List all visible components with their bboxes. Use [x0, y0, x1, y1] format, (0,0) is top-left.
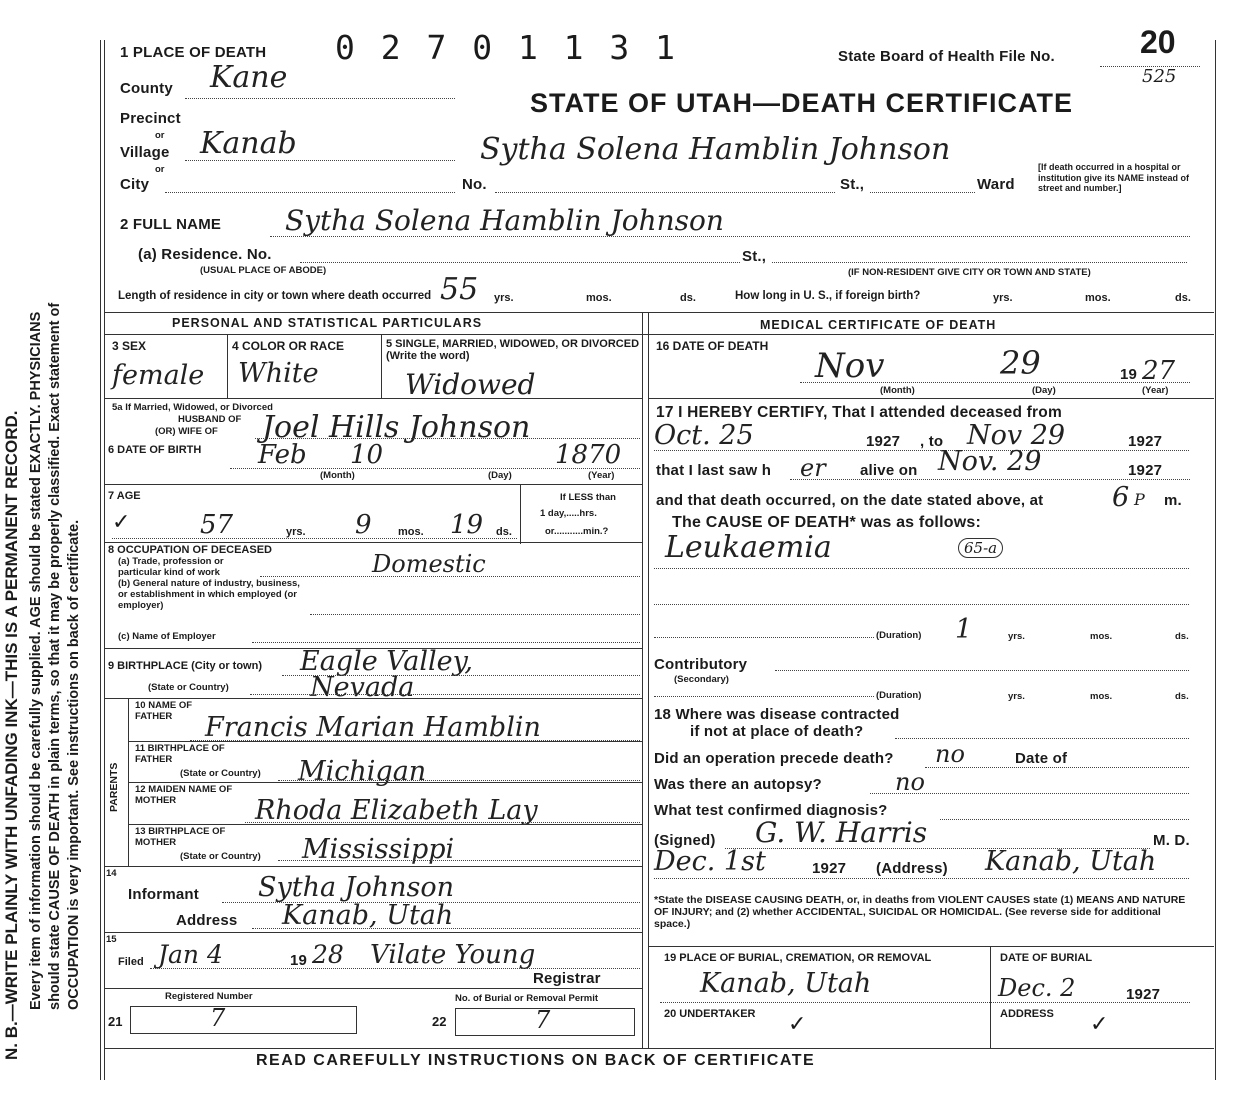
dob-line [230, 468, 640, 469]
informant-address-line [252, 928, 640, 929]
occupation-label: 8 OCCUPATION OF DECEASED [108, 544, 272, 556]
mother-value: Rhoda Elizabeth Lay [255, 795, 538, 826]
death-year: 27 [1142, 356, 1176, 386]
age-less-divider [520, 484, 521, 544]
q18-line-a: 18 Where was disease contracted [654, 706, 900, 723]
middle-divider-2 [648, 312, 649, 1048]
attended-from: Oct. 25 [654, 420, 754, 451]
occurred-text: and that death occurred, on the date stated above, at [656, 492, 1044, 509]
registrar-label: Registrar [533, 970, 601, 987]
row-line-6 [104, 866, 642, 867]
residence-st-line [772, 262, 1187, 263]
burial-place-label: 19 PLACE OF BURIAL, CREMATION, OR REMOVAL [664, 952, 932, 964]
filed-year: 28 [312, 940, 344, 969]
contributory-line [775, 670, 1189, 671]
father-bp-caption: (State or Country) [180, 768, 261, 779]
name-heading: Sytha Solena Hamblin Johnson [480, 132, 951, 167]
age-or-min: or...........min.? [545, 526, 609, 537]
duration-label-1: (Duration) [876, 630, 922, 641]
parents-line-1 [128, 741, 642, 742]
cause-line-2 [654, 604, 1189, 605]
age-check: ✓ [112, 510, 131, 535]
occupation-b: (b) General nature of industry, business, or establishment in which employed (or employer) [118, 578, 300, 611]
death-year-cap: (Year) [1142, 385, 1169, 396]
birthplace-label: 9 BIRTHPLACE (City or town) [108, 660, 262, 672]
alive-line [790, 479, 1190, 480]
med-row-line-1 [648, 398, 1214, 399]
operation-question: Did an operation precede death? [654, 750, 894, 767]
parents-line-2 [128, 782, 642, 783]
burial-date-value: Dec. 2 [998, 974, 1076, 1002]
burial-permit-num: 22 [432, 1014, 447, 1029]
sex-value: female [112, 360, 205, 391]
alive-on-label: alive on [860, 462, 918, 479]
date-of-label: Date of [1015, 750, 1068, 767]
st-line [870, 192, 975, 193]
side-note-3: should state CAUSE OF DEATH in plain terms, so that it may be properly classified. Exact statement of [47, 302, 63, 1010]
burial-permit-value: 7 [535, 1006, 551, 1034]
alive-date: Nov. 29 [938, 446, 1042, 477]
test-line [940, 819, 1189, 820]
father-value: Francis Marian Hamblin [205, 712, 541, 743]
footer-instructions: READ CAREFULLY INSTRUCTIONS ON BACK OF CERTIFICATE [256, 1052, 816, 1069]
how-long-mos: mos. [1085, 292, 1111, 304]
filed-line [150, 968, 640, 969]
q18-line-b: if not at place of death? [690, 723, 864, 740]
time-m: m. [1164, 492, 1182, 509]
frame-left-inner [104, 40, 105, 1080]
middle-divider [642, 312, 643, 1048]
dob-label: 6 DATE OF BIRTH [108, 444, 202, 456]
attended-to: Nov 29 [967, 420, 1066, 451]
father-bp-value: Michigan [298, 756, 427, 787]
file-no: 20 [1140, 24, 1176, 60]
filed-label: Filed [118, 956, 144, 968]
occupation-value: Domestic [372, 550, 486, 578]
full-name-line [270, 236, 1190, 237]
spouse-line [255, 438, 640, 439]
dob-month-cap: (Month) [320, 470, 355, 481]
precinct-label: Precinct [120, 110, 181, 127]
attended-from-year: 1927 [866, 433, 901, 450]
burial-divider [990, 946, 991, 1048]
residence-st-label: St., [742, 248, 767, 265]
side-note-2: Every item of information should be carefully supplied. AGE should be stated EXACTLY. PHYSICIANS [28, 311, 44, 1010]
row-line-2 [104, 484, 642, 485]
section-top-line [104, 312, 1214, 313]
nonresident-caption: (IF NON-RESIDENT GIVE CITY OR TOWN AND STATE) [848, 267, 1091, 278]
row-line-1 [104, 398, 642, 399]
file-no-label: State Board of Health File No. [838, 48, 1055, 65]
no-line [495, 192, 835, 193]
signed-value: G. W. Harris [755, 816, 928, 849]
undertaker-value: ✓ [788, 1012, 807, 1037]
residence-line [300, 262, 740, 263]
informant-num: 14 [106, 868, 117, 879]
reg-number-box [130, 1006, 357, 1034]
row-line-7 [104, 932, 642, 933]
certificate-number: 0 2 7 0 1 1 3 1 [335, 28, 679, 67]
side-note-1: N. B.—WRITE PLAINLY WITH UNFADING INK—THIS IS A PERMANENT RECORD. [2, 410, 21, 1060]
undertaker-label: 20 UNDERTAKER [664, 1008, 756, 1020]
marital-value: Widowed [405, 368, 536, 401]
employer-line [252, 642, 640, 643]
parents-line-3 [128, 824, 642, 825]
father-label: 10 NAME OF FATHER [135, 700, 193, 722]
death-day: 29 [1000, 344, 1041, 382]
duration-yrs-2: yrs. [1008, 691, 1025, 702]
q18-line [895, 738, 1189, 739]
age-yrs: yrs. [286, 526, 306, 538]
reg-number-num: 21 [108, 1014, 123, 1029]
duration-yrs-1: yrs. [1008, 631, 1025, 642]
address2-value: ✓ [1090, 1012, 1109, 1037]
autopsy-question: Was there an autopsy? [654, 776, 822, 793]
length-mos: mos. [586, 292, 612, 304]
how-long-ds: ds. [1175, 292, 1191, 304]
length-residence-label: Length of residence in city or town where death occurred [118, 290, 432, 302]
medical-section-title: MEDICAL CERTIFICATE OF DEATH [760, 318, 997, 332]
usual-place-caption: (USUAL PLACE OF ABODE) [200, 265, 327, 276]
contributory-duration-line [654, 696, 874, 697]
attended-to-label: , to [920, 433, 944, 450]
cause-footnote: *State the DISEASE CAUSING DEATH, or, in deaths from VIOLENT CAUSES state (1) MEANS AND NATURE OF INJURY; and (2) whether ACCIDENTAL, SUICIDAL OR HOMICIDAL. (See reverse side for additional space.) [654, 894, 1186, 930]
how-long-yrs: yrs. [993, 292, 1013, 304]
death-date-line [800, 382, 1190, 383]
occupation-line [260, 576, 640, 577]
father-bp-label: 11 BIRTHPLACE OF FATHER [135, 743, 225, 765]
test-question: What test confirmed diagnosis? [654, 802, 888, 819]
age-label: 7 AGE [108, 490, 141, 502]
county-line [185, 98, 455, 99]
alive-year: 1927 [1128, 462, 1163, 479]
full-name-value: Sytha Solena Hamblin Johnson [285, 204, 724, 237]
place-of-death-label: 1 PLACE OF DEATH [120, 44, 267, 61]
spouse-label-3: (OR) WIFE OF [155, 426, 218, 437]
duration-ds-2: ds. [1175, 691, 1189, 702]
burial-place-value: Kanab, Utah [700, 968, 872, 999]
personal-section-title: PERSONAL AND STATISTICAL PARTICULARS [172, 316, 483, 330]
age-days: 19 [450, 510, 484, 540]
dob-year: 1870 [555, 440, 622, 470]
death-year-prefix: 19 [1120, 366, 1138, 383]
mother-bp-label: 13 BIRTHPLACE OF MOTHER [135, 826, 226, 848]
autopsy-value: no [895, 768, 925, 796]
secondary-caption: (Secondary) [674, 674, 729, 685]
mother-line [245, 822, 640, 823]
how-long-label: How long in U. S., if foreign birth? [735, 290, 921, 302]
burial-year: 1927 [1126, 986, 1161, 1003]
address2-label: ADDRESS [1000, 1008, 1054, 1020]
race-value: White [238, 358, 319, 389]
row-line-8 [104, 988, 642, 989]
or-2: or [155, 164, 165, 175]
dob-year-cap: (Year) [588, 470, 615, 481]
st-label: St., [840, 176, 865, 193]
age-ds: ds. [496, 526, 512, 538]
spouse-label-1: 5a If Married, Widowed, or Divorced [112, 402, 273, 413]
cause-text: The CAUSE OF DEATH* was as follows: [672, 514, 981, 531]
filed-date: Jan 4 [158, 940, 223, 969]
county-label: County [120, 80, 173, 97]
filed-num: 15 [106, 934, 117, 945]
duration-years: 1 [955, 614, 973, 645]
side-note-4: OCCUPATION is very important. See instructions on back of certificate. [66, 519, 82, 1010]
no-label: No. [462, 176, 487, 193]
residence-label: (a) Residence. No. [138, 246, 272, 263]
cause-line-1 [654, 568, 1189, 569]
row-line-3 [104, 542, 642, 543]
section-title-line [104, 334, 1214, 335]
city-line [165, 192, 455, 193]
death-date-label: 16 DATE OF DEATH [656, 339, 769, 353]
operation-value: no [935, 740, 965, 768]
birthplace-state: Nevada [310, 672, 415, 703]
operation-line [925, 767, 1189, 768]
age-line [112, 538, 517, 539]
attended-line [654, 450, 1189, 451]
reg-number-label: Registered Number [165, 991, 253, 1002]
race-divider [381, 334, 382, 398]
length-yrs: yrs. [494, 292, 514, 304]
burial-permit-label: No. of Burial or Removal Permit [455, 993, 599, 1004]
death-month: Nov [815, 346, 885, 386]
address-line [654, 878, 1189, 879]
time-value: 6 [1112, 482, 1130, 513]
cause-code: 65-a [958, 538, 1003, 558]
frame-bottom [104, 1048, 1214, 1049]
certificate-title: STATE OF UTAH—DEATH CERTIFICATE [530, 88, 1073, 118]
sex-divider [227, 334, 228, 398]
full-name-label: 2 FULL NAME [120, 216, 222, 233]
frame-right [1215, 40, 1216, 1080]
employer-label: (c) Name of Employer [118, 631, 216, 642]
age-years: 57 [200, 510, 234, 540]
age-months: 9 [355, 510, 372, 540]
dob-day-cap: (Day) [488, 470, 512, 481]
age-mos: mos. [398, 526, 424, 538]
length-years: 55 [440, 272, 479, 307]
sign-date: Dec. 1st [654, 846, 766, 877]
reg-number-value: 7 [210, 1004, 226, 1032]
city-label: City [120, 176, 150, 193]
age-day-hrs: 1 day,.....hrs. [540, 508, 597, 519]
marital-label: 5 SINGLE, MARRIED, WIDOWED, OR DIVORCED (Write the word) [386, 338, 640, 362]
dob-day: 10 [350, 440, 384, 470]
burial-date-label: DATE OF BURIAL [1000, 952, 1093, 964]
birthplace-city: Eagle Valley, [300, 646, 473, 677]
file-no-extra: 525 [1142, 66, 1177, 87]
father-bp-line [278, 780, 640, 781]
informant-label: Informant [128, 886, 199, 903]
filed-19: 19 [290, 952, 308, 969]
time-suffix: P [1134, 490, 1145, 509]
cause-value: Leukaemia [665, 530, 832, 565]
registrar-name: Vilate Young [370, 940, 536, 970]
last-saw-er: er [800, 454, 826, 482]
mother-bp-line [278, 860, 640, 861]
village-value: Kanab [200, 126, 297, 161]
dob-month: Feb [258, 440, 307, 470]
duration-mos-1: mos. [1090, 631, 1113, 642]
race-label: 4 COLOR OR RACE [232, 339, 345, 353]
informant-value: Sytha Johnson [258, 872, 455, 903]
cause-duration-line [654, 637, 874, 638]
death-month-cap: (Month) [880, 385, 915, 396]
sex-label: 3 SEX [112, 339, 147, 353]
burial-line [660, 1002, 1190, 1003]
spouse-label-2: HUSBAND OF [178, 414, 242, 425]
birthplace-state-caption: (State or Country) [148, 682, 229, 693]
address-label: (Address) [876, 860, 948, 877]
ward-label: Ward [977, 176, 1015, 193]
mother-label: 12 MAIDEN NAME OF MOTHER [135, 784, 233, 806]
sign-year: 1927 [812, 860, 847, 877]
duration-label-2: (Duration) [876, 690, 922, 701]
contributory-label: Contributory [654, 656, 748, 673]
death-day-cap: (Day) [1032, 385, 1056, 396]
mother-bp-caption: (State or Country) [180, 851, 261, 862]
occupation-b-line [310, 614, 640, 615]
frame-left [100, 40, 101, 1080]
informant-address-label: Address [176, 912, 238, 929]
md-label: M. D. [1153, 832, 1190, 849]
duration-mos-2: mos. [1090, 691, 1113, 702]
last-saw-label: that I last saw h [656, 462, 772, 479]
address-value: Kanab, Utah [985, 846, 1157, 877]
signed-label: (Signed) [654, 832, 716, 849]
or-1: or [155, 130, 165, 141]
attended-to-year: 1927 [1128, 433, 1163, 450]
parents-label: PARENTS [108, 762, 120, 812]
duration-ds-1: ds. [1175, 631, 1189, 642]
spouse-value: Joel Hills Johnson [262, 410, 531, 445]
occupation-a: (a) Trade, profession or particular kind of work [118, 556, 224, 578]
informant-address: Kanab, Utah [282, 900, 454, 931]
row-line-5 [104, 698, 642, 699]
county-value: Kane [210, 60, 288, 95]
med-row-line-burial [648, 946, 1214, 947]
village-line [185, 160, 455, 161]
ward-note: [If death occurred in a hospital or institution give its NAME instead of street and number.] [1038, 162, 1190, 193]
birthplace-state-line [250, 694, 640, 695]
length-ds: ds. [680, 292, 696, 304]
village-label: Village [120, 144, 170, 161]
autopsy-line [870, 793, 1189, 794]
mother-bp-value: Mississippi [302, 834, 455, 865]
age-less-than: If LESS than [560, 492, 616, 503]
certify-text: 17 I HEREBY CERTIFY, That I attended deceased from [656, 404, 1062, 421]
